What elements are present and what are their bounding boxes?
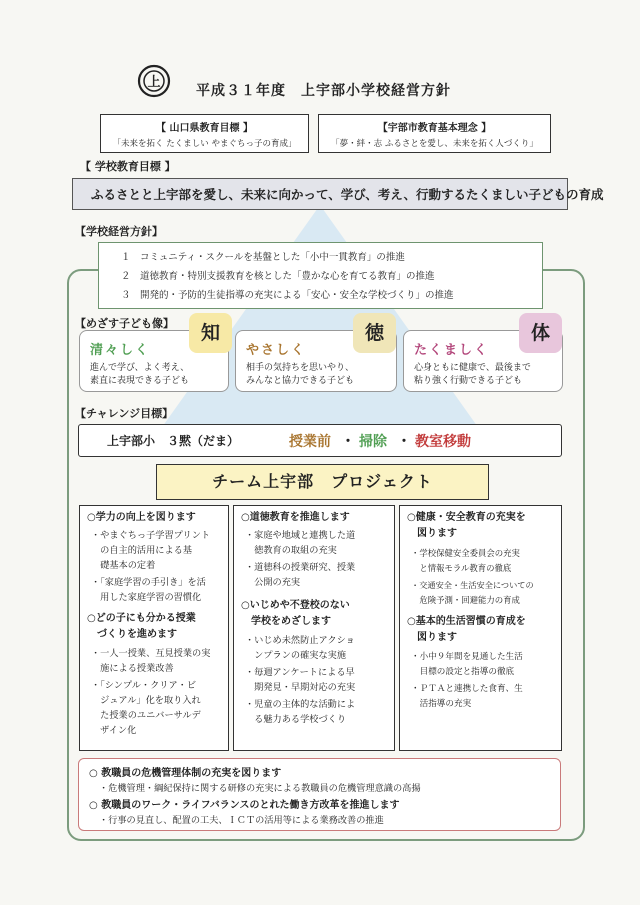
challenge-separator: ・ <box>341 434 355 450</box>
card-title: たくましく <box>414 343 490 358</box>
col-item: ・交通安全・生活安全についての <box>411 580 534 590</box>
col-heading: 図ります <box>407 632 457 643</box>
col-item: ・「家庭学習の手引き」を活 <box>91 577 206 588</box>
col-item: ・家庭や地域と連携した道 <box>245 530 356 541</box>
col-item: 礎基本の定着 <box>91 560 156 571</box>
yamaguchi-text: 「未来を拓く たくましい やまぐちっ子の育成」 <box>112 139 297 149</box>
col-item: ・小中９年間を見通した生活 <box>411 652 523 662</box>
policy-item: ３ 開発的・予防的生徒指導の充実による「安心・安全な学校づくり」の推進 <box>121 290 454 301</box>
challenge-box <box>78 424 562 457</box>
card-desc-line: 進んで学び、よく考え、 <box>90 363 190 373</box>
chip-body: 体 <box>519 313 562 353</box>
col-item: 施による授業改善 <box>91 663 174 674</box>
col-item: た授業のユニバーサルデ <box>91 710 201 721</box>
yamaguchi-heading: 【 山口県教育目標 】 <box>156 123 253 134</box>
col-item: 公開の充実 <box>245 577 301 588</box>
challenge-lead: 上宇部小 ３黙（だま） <box>107 434 240 448</box>
staff-item: ・行事の見直し、配置の工夫、ＩＣＴの活用等による業務改善の推進 <box>99 815 384 826</box>
col-item: ・児童の主体的な活動によ <box>245 699 356 710</box>
challenge-goal-3: 教室移動 <box>415 434 471 450</box>
col-item: ・一人一授業、互見授業の実 <box>91 648 211 659</box>
col-item: ・毎週アンケートによる早 <box>245 667 355 678</box>
school-goal-text: ふるさとと上宇部を愛し、未来に向かって、学び、考え、行動するたくましい子どもの育成 <box>72 178 568 210</box>
card-desc-line: 相手の気持ちを思いやり、 <box>246 363 355 373</box>
staff-item: ・危機管理・綱紀保持に関する研修の充実による教職員の危機管理意識の高揚 <box>99 783 421 794</box>
card-desc-line: 素直に表現できる子ども <box>90 376 190 386</box>
ube-principle-box <box>318 114 551 153</box>
col-heading: ○学力の向上を図ります <box>87 512 196 523</box>
ube-heading: 【宇部市教育基本理念 】 <box>377 123 492 134</box>
column-health <box>399 505 562 751</box>
col-item: ザイン化 <box>91 725 137 736</box>
col-heading: づくりを進めます <box>87 629 177 640</box>
staff-heading: ○ 教職員の危機管理体制の充実を図ります <box>89 768 282 779</box>
challenge-heading: 【チャレンジ目標】 <box>75 407 174 420</box>
col-item: 活指導の充実 <box>411 699 472 709</box>
challenge-goal-2: 掃除 <box>359 434 387 450</box>
col-item: 危険予測・回避能力の育成 <box>411 595 520 605</box>
column-moral <box>233 505 395 751</box>
policy-box <box>98 242 543 309</box>
col-heading: ○どの子にも分かる授業 <box>87 613 196 624</box>
challenge-goal-1: 授業前 <box>289 434 331 450</box>
col-heading: ○基本的生活習慣の育成を <box>407 616 526 627</box>
policy-heading: 【学校経営方針】 <box>75 225 163 238</box>
staff-heading: ○ 教職員のワーク・ライフバランスのとれた働き方改革を推進します <box>89 800 400 811</box>
school-emblem-icon <box>137 64 171 98</box>
col-heading: ○健康・安全教育の充実を <box>407 512 526 523</box>
column-academic <box>79 505 229 751</box>
col-item: ・「シンプル・クリア・ビ <box>91 680 197 691</box>
child-image-heading: 【めざす子ども像】 <box>75 317 174 330</box>
col-item: ・ＰＴＡと連携した食育、生 <box>411 684 523 694</box>
col-item: の自主的活用による基 <box>91 545 193 556</box>
col-item: ジュアル」化を取り入れ <box>91 695 201 706</box>
col-heading: 図ります <box>407 528 457 539</box>
ube-text: 「夢・絆・志 ふるさとを愛し、未来を拓く人づくり」 <box>331 139 538 149</box>
challenge-separator: ・ <box>397 434 411 450</box>
page-title: 平成３１年度 上宇部小学校経営方針 <box>196 83 451 99</box>
col-item: 目標の設定と指導の徹底 <box>411 667 515 677</box>
chip-knowledge: 知 <box>189 313 232 353</box>
col-heading: ○いじめや不登校のない <box>241 600 350 611</box>
policy-item: ２ 道徳教育・特別支援教育を核とした「豊かな心を育てる教育」の推進 <box>121 271 435 282</box>
yamaguchi-goal-box <box>100 114 309 153</box>
card-desc-line: 心身ともに健康で、最後まで <box>414 363 531 373</box>
card-desc-line: 粘り強く行動できる子ども <box>414 376 523 386</box>
card-title: やさしく <box>246 343 307 358</box>
col-item: ・道徳科の授業研究、授業 <box>245 562 356 573</box>
col-item: ンプランの確実な実施 <box>245 650 347 661</box>
chip-virtue: 徳 <box>353 313 396 353</box>
col-item: ・いじめ未然防止アクショ <box>245 635 355 646</box>
staff-policy-box <box>78 758 561 831</box>
school-goal-heading: 【 学校教育目標 】 <box>80 160 176 173</box>
col-item: 用した家庭学習の習慣化 <box>91 592 202 603</box>
policy-item: １ コミュニティ・スクールを基盤とした「小中一貫教育」の推進 <box>121 252 405 263</box>
col-item: と情報モラル教育の徹底 <box>411 563 512 573</box>
col-item: る魅力ある学校づくり <box>245 714 347 725</box>
col-item: ・やまぐちっ子学習プリント <box>91 530 211 541</box>
col-item: 期発見・早期対応の充実 <box>245 682 356 693</box>
project-banner: チーム上宇部 プロジェクト <box>156 464 489 500</box>
emblem-glyph: 上 <box>147 75 161 90</box>
card-title: 清々しく <box>90 343 151 358</box>
col-heading: ○道徳教育を推進します <box>241 512 350 523</box>
col-item: ・学校保健安全委員会の充実 <box>411 548 520 558</box>
col-item: 徳教育の取組の充実 <box>245 545 337 556</box>
card-desc-line: みんなと協力できる子ども <box>246 376 355 386</box>
col-heading: 学校をめざします <box>241 616 331 627</box>
